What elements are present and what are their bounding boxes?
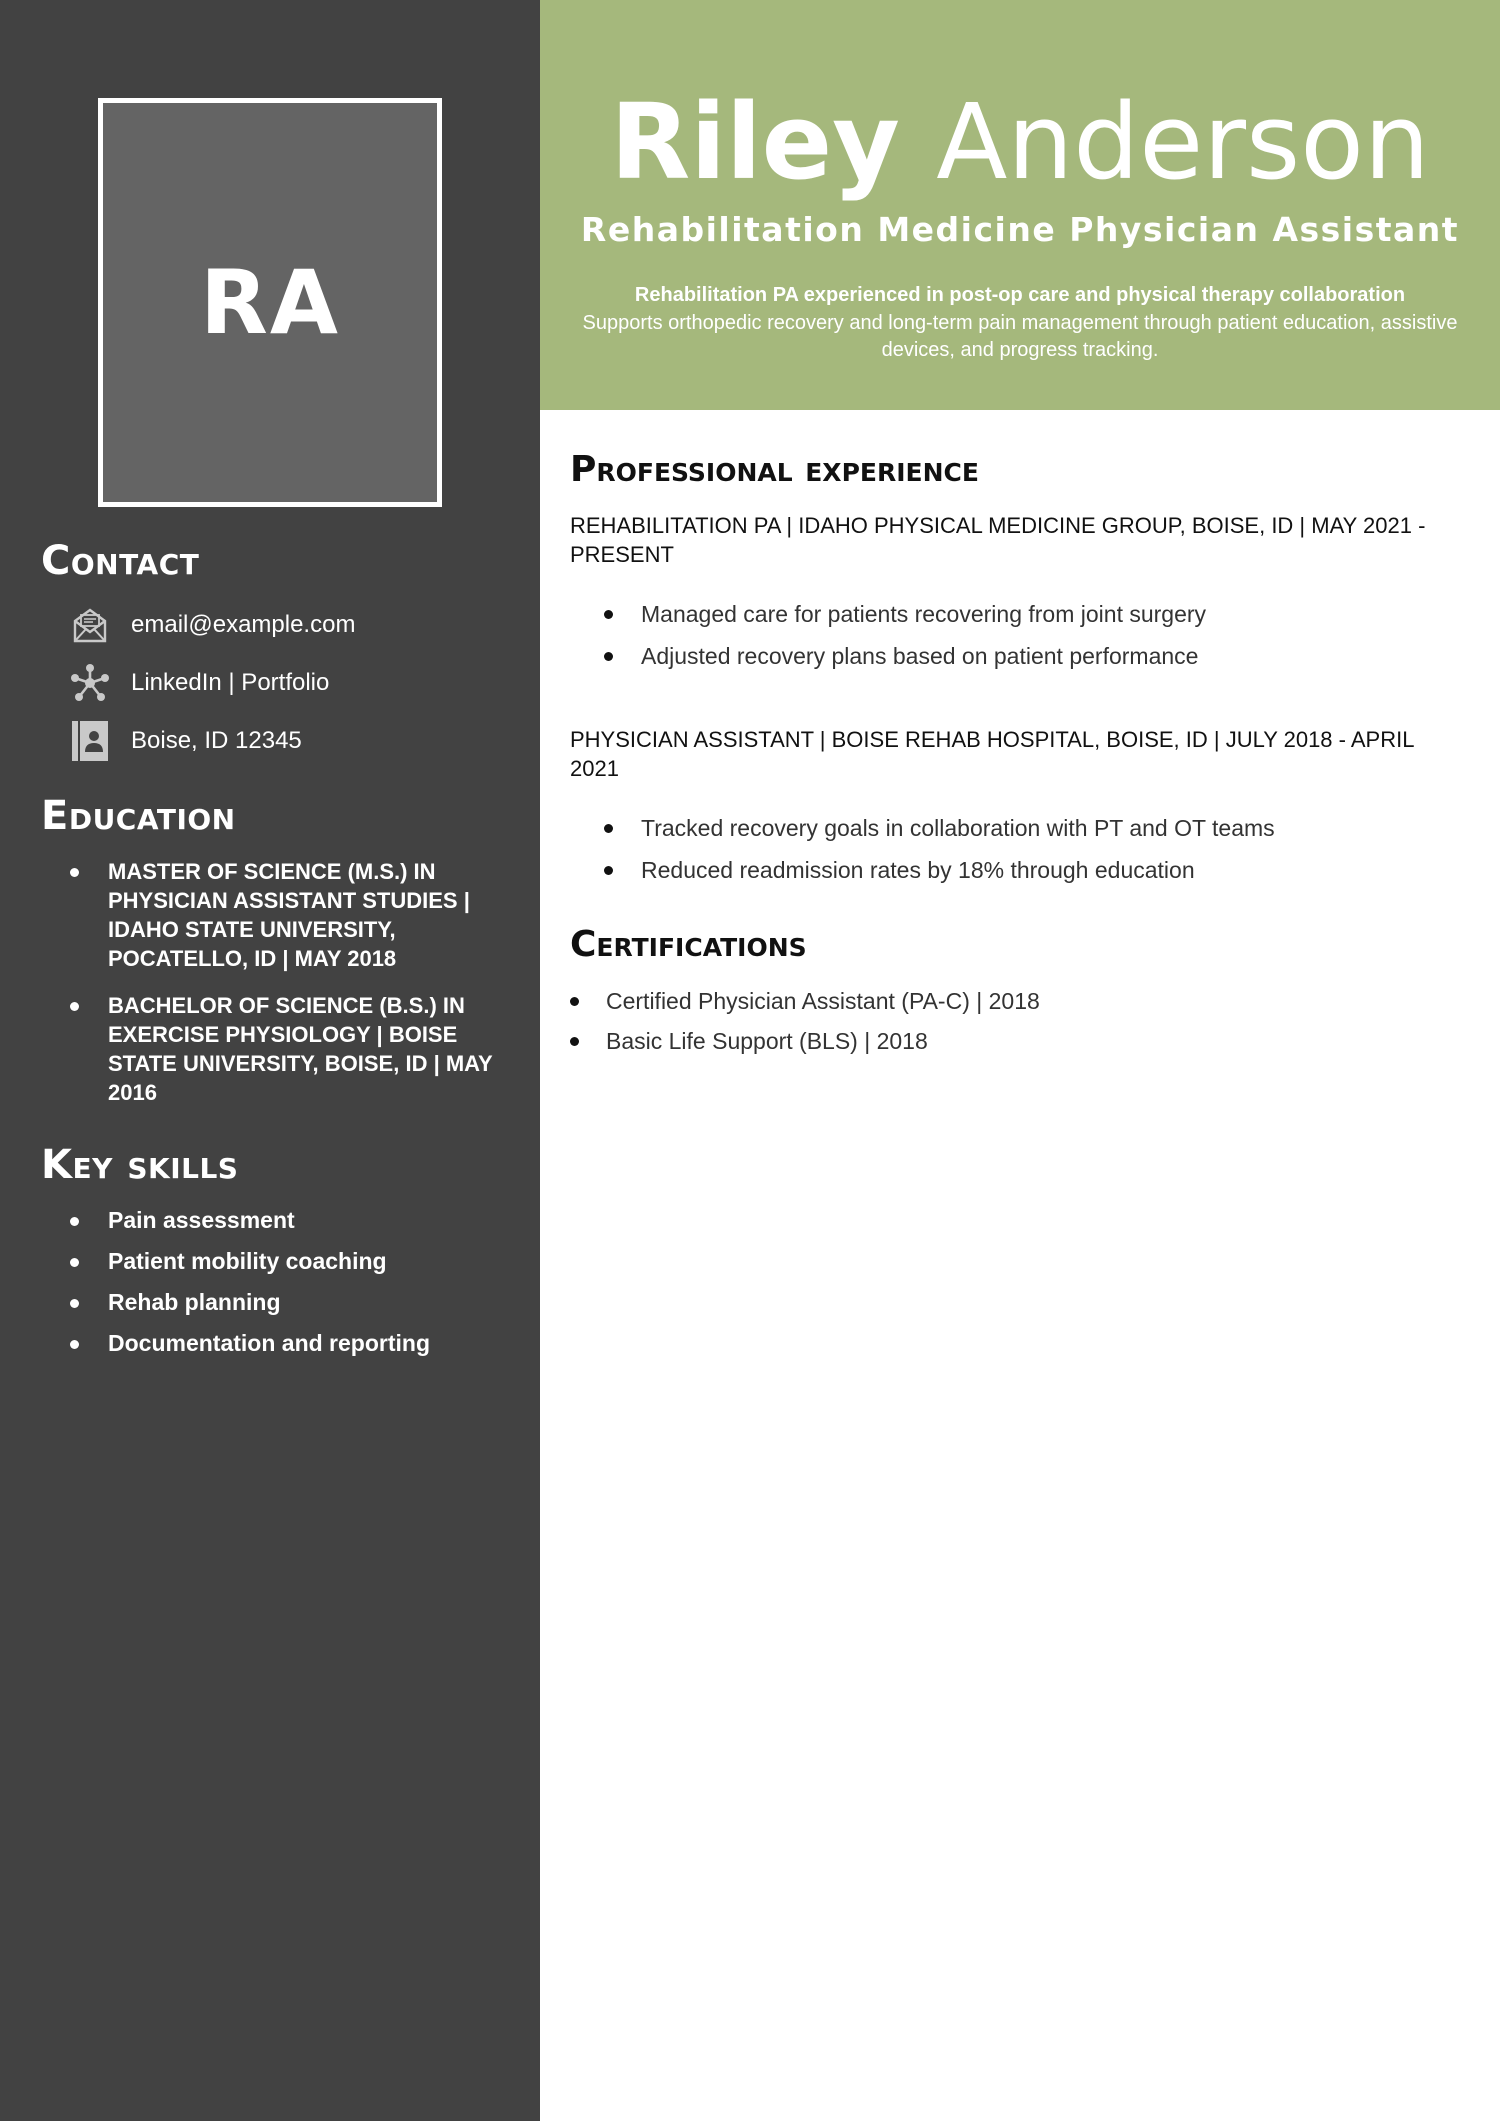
full-name xyxy=(540,82,1500,202)
skill-item: Pain assessment xyxy=(68,1206,508,1235)
last-name: Anderson xyxy=(936,81,1430,203)
header-banner xyxy=(540,0,1500,410)
sidebar xyxy=(0,0,540,2121)
certifications-heading: Certifications xyxy=(570,924,807,965)
skill-item: Patient mobility coaching xyxy=(68,1247,508,1276)
summary: Supports orthopedic recovery and long-term pain management through patient education, assistive devices, and progress tracking. xyxy=(582,312,1458,361)
contact-links-text: LinkedIn | Portfolio xyxy=(131,669,330,696)
tagline: Rehabilitation PA experienced in post-op care and physical therapy collaboration xyxy=(634,284,1406,306)
certification-item: Basic Life Support (BLS) | 2018 xyxy=(606,1026,1426,1056)
envelope-icon xyxy=(68,603,112,647)
contact-links[interactable] xyxy=(68,661,329,705)
job-bullet: Adjusted recovery plans based on patient performance xyxy=(641,641,1421,671)
job-bullet: Tracked recovery goals in collaboration with PT and OT teams xyxy=(641,813,1421,843)
contact-heading: Contact xyxy=(41,538,200,584)
monogram-initials: RA xyxy=(200,251,340,354)
skills-list xyxy=(68,1206,508,1370)
contact-email[interactable] xyxy=(68,603,355,647)
education-item: MASTER OF SCIENCE (M.S.) IN PHYSICIAN ASSISTANT STUDIES | IDAHO STATE UNIVERSITY, POCATELLO, ID | MAY 2018 xyxy=(68,857,508,973)
job-bullet: Managed care for patients recovering from joint surgery xyxy=(641,599,1421,629)
monogram-avatar xyxy=(98,98,442,507)
job-bullets xyxy=(641,813,1421,897)
skill-item: Rehab planning xyxy=(68,1288,508,1317)
education-heading: Education xyxy=(41,793,236,839)
education-item: BACHELOR OF SCIENCE (B.S.) IN EXERCISE PHYSIOLOGY | BOISE STATE UNIVERSITY, BOISE, ID | MAY 2016 xyxy=(68,991,508,1107)
network-icon xyxy=(68,661,112,705)
contact-location xyxy=(68,719,302,763)
skills-heading: Key skills xyxy=(41,1142,239,1188)
first-name: Riley xyxy=(610,81,900,203)
job-title-line: PHYSICIAN ASSISTANT | BOISE REHAB HOSPITAL, BOISE, ID | JULY 2018 - APRIL 2021 xyxy=(570,727,1414,781)
certifications-list xyxy=(606,986,1426,1066)
job-title: Rehabilitation Medicine Physician Assistant xyxy=(580,210,1460,249)
contact-location-text: Boise, ID 12345 xyxy=(131,727,302,754)
experience-heading: Professional experience xyxy=(570,449,979,490)
education-list xyxy=(68,857,508,1125)
job-bullet: Reduced readmission rates by 18% through education xyxy=(641,855,1421,885)
job-bullets xyxy=(641,599,1421,683)
skill-item: Documentation and reporting xyxy=(68,1329,508,1358)
contact-card-icon xyxy=(68,719,112,763)
contact-email-text: email@example.com xyxy=(131,611,356,638)
certification-item: Certified Physician Assistant (PA-C) | 2018 xyxy=(606,986,1426,1016)
job-title-line: REHABILITATION PA | IDAHO PHYSICAL MEDICINE GROUP, BOISE, ID | MAY 2021 - PRESENT xyxy=(570,513,1426,567)
